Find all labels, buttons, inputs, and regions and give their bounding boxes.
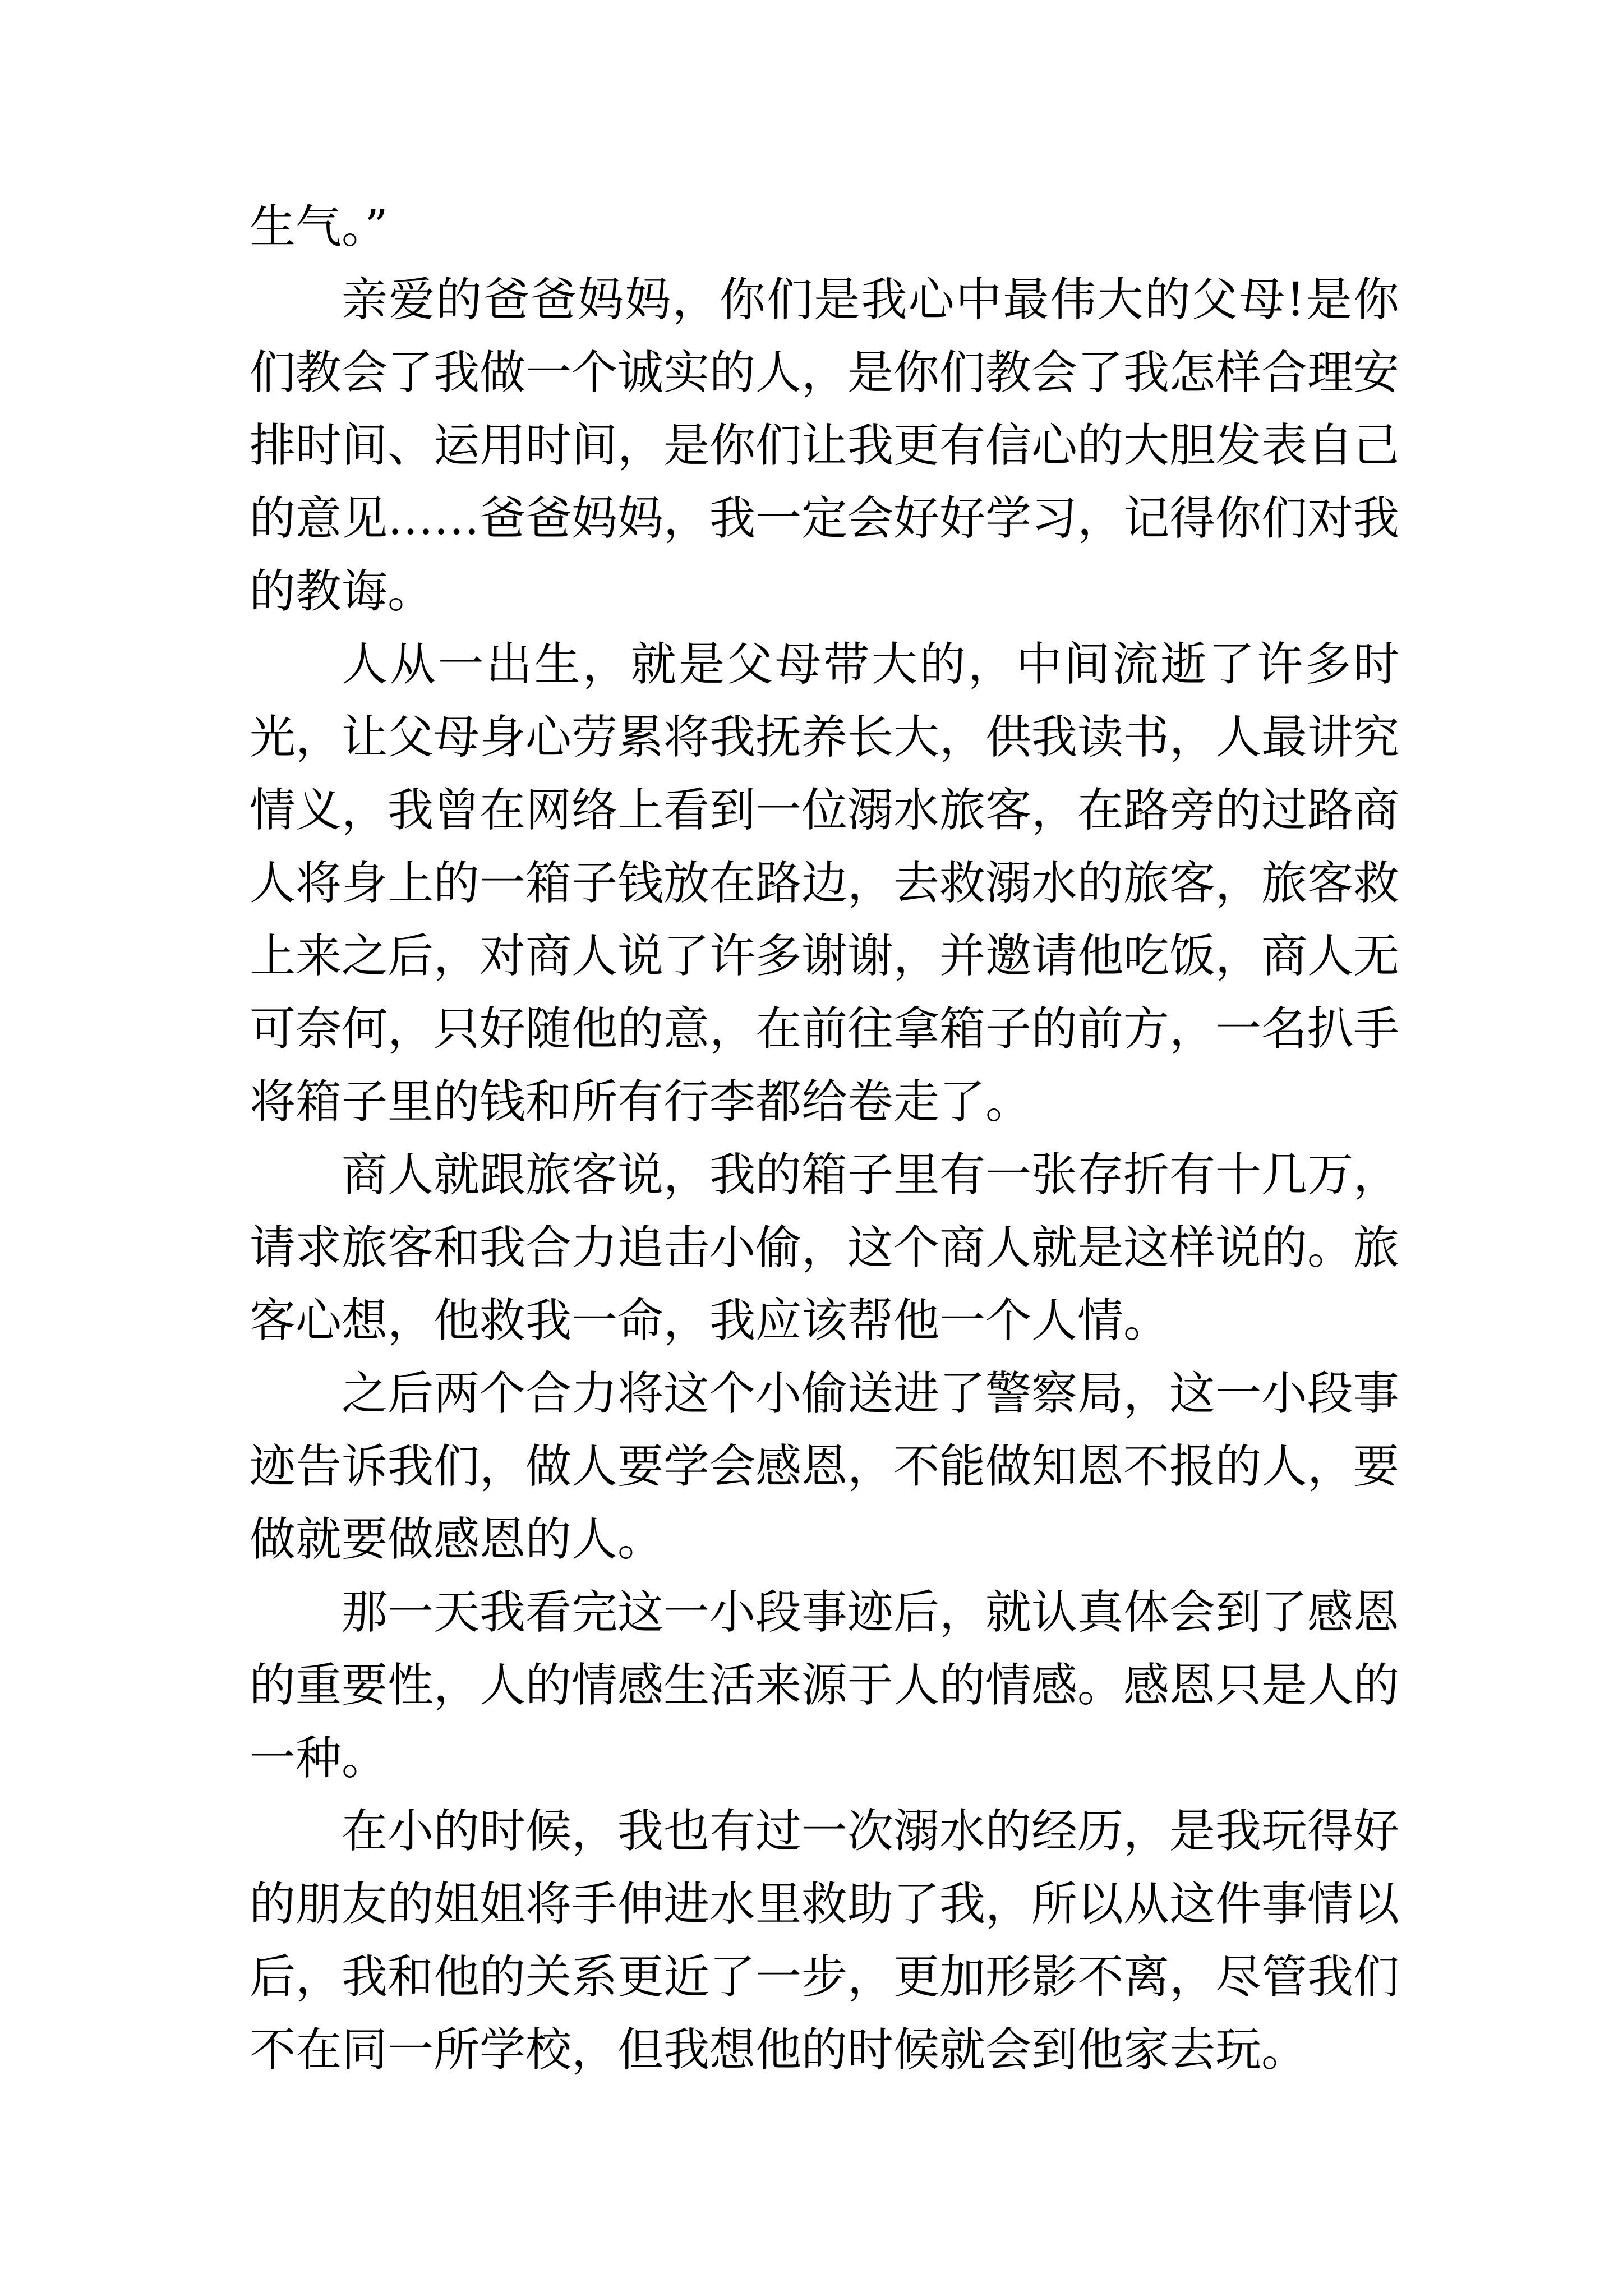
paragraph-6: 那一天我看完这一小段事迹后，就认真体会到了感恩的重要性，人的情感生活来源于人的情感。感恩只是人的一种。 <box>250 1586 1400 1785</box>
paragraph-5: 之后两个合力将这个小偷送进了警察局，这一小段事迹告诉我们，做人要学会感恩，不能做知恩不报的人，要做就要做感恩的人。 <box>250 1367 1400 1566</box>
document-body <box>250 191 1399 2087</box>
paragraph-3: 人从一出生，就是父母带大的，中间流逝了许多时光，让父母身心劳累将我抚养长大，供我读书，人最讲究情义，我曾在网络上看到一位溺水旅客，在路旁的过路商人将身上的一箱子钱放在路边，去救溺水的旅客，旅客救上来之后，对商人说了许多谢谢，并邀请他吃饭，商人无可奈何，只好随他的意，在前往拿箱子的前方，一名扒手将箱子里的钱和所有行李都给卷走了。 <box>250 638 1400 1129</box>
paragraph-2: 亲爱的爸爸妈妈，你们是我心中最伟大的父母!是你们教会了我做一个诚实的人，是你们教会了我怎样合理安排时间、运用时间，是你们让我更有信心的大胆发表自己的意见……爸爸妈妈，我一定会好好学习，记得你们对我的教诲。 <box>250 273 1400 618</box>
paragraph-7: 在小的时候，我也有过一次溺水的经历，是我玩得好的朋友的姐姐将手伸进水里救助了我，所以从这件事情以后，我和他的关系更近了一步，更加形影不离，尽管我们不在同一所学校，但我想他的时候就会到他家去玩。 <box>250 1805 1400 2077</box>
paragraph-1: 生气。” <box>250 200 388 254</box>
paragraph-4: 商人就跟旅客说，我的箱子里有一张存折有十几万，请求旅客和我合力追击小偷，这个商人就是这样说的。旅客心想，他救我一命，我应该帮他一个人情。 <box>250 1148 1400 1347</box>
